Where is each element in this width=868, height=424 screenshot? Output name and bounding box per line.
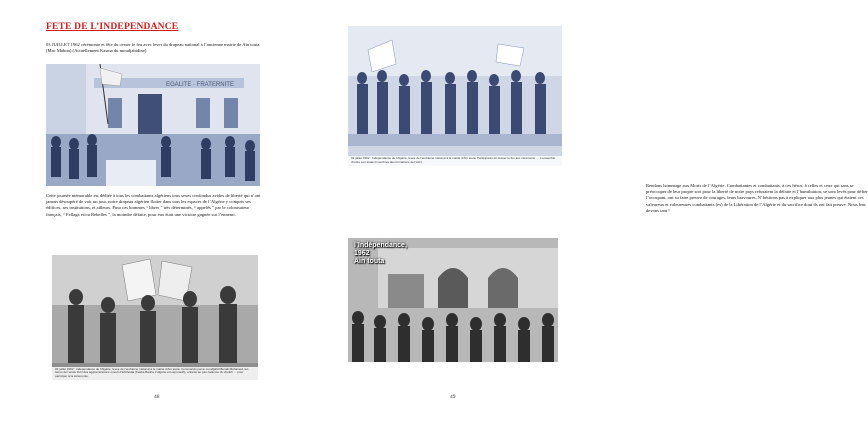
ceremony-photo-townhall [46,64,260,186]
page-number: 48 [154,394,160,400]
intro-paragraph: 03 JUILLET 1962 cérémonie et fête du cesser le feu avec lever du drapeau national à l’ancienne mairie de Aïn touta (Mac Mahon) (Actuellement Kasma du moudjahidine) [46,42,260,54]
overlay-line-1: l’Indépendance, 1962 [354,242,407,257]
ceremony-photo-townhall-image [46,64,260,186]
men-lineup-photo-image [348,26,562,166]
left-page [0,0,300,424]
photo-caption: 03 juillet 1962 : Indépendance de l’Algérie, levee de l’emblème national à la mairie d’Aïn touta. Commando par le moudjahid Benali Mohamed, les héros de l’ecole FLN des agglomérations ouvert d’El’khédja (Kasba Banha L’Algérie et Laymnadh), enfants au pas cadence du cheikh … pour participer à la cérémonie. [52,367,258,380]
soldiers-flag-photo [52,255,258,380]
crowd-building-photo [348,238,558,362]
overlay-line-2: Ain touta [354,258,385,265]
sign-text: EGALITE · FRATERNITE [166,82,234,88]
soldiers-flag-photo-image [52,255,258,380]
page-title: FETE DE L’INDEPENDANCE [46,22,179,32]
right-page [300,0,868,424]
page-number: 49 [450,394,456,400]
photo-caption: 03 juillet 1962 : Indépendance de l’Algérie, levee de l’emblème national à la mairie d’Aïn touta. Participants du cesser le feu aux cérémonie … L’ensemble d’entre eux étaient membres des formations de l’ALN [348,156,562,166]
men-lineup-photo [348,26,562,166]
tribute-paragraph: Rendons hommage aux Morts de l’Algérie. Combattantes et combattants, à ces héros, à celles et ceux qui sans se préoccuper de leur propre sort pour la liberté de notre pays refusaient la défaite et l’humiliation, se sont levés pour défier l’occupant, ont su faire preuve de courages, leurs bravoures, N’hésitons pas à expliquer aux plus jeunes qui étaient ces valeureux et valeureuses combattants (es) de la Libération de l’Algérie et du sacrifice dont ils ont fait preuve. Nous leur devons tant ! [646,183,868,213]
photo-overlay-title [354,242,414,266]
body-paragraph: Cette journée mémorable est dédiée à tous les combattants algériens tous sexes confondus avides de liberté qui n’ont jamais désoupéré de voir un jour, notre drapeau algérien flotter dans tous les espaces de l’Algérie y compris ses édifices, ses institutions, et ailleurs. Pour ces hommes “ libres ” très déterminés, “ appelés ” par le colonisateur français, “ Fellaga et/ou Rebelles ”, la moindre défaite, pour eux était une victoire gagnée sur l’ennemi. [46,193,261,217]
